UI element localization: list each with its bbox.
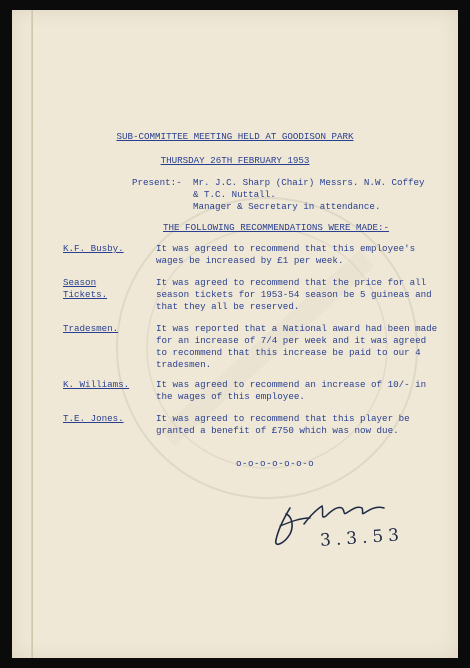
item-text-line: granted a benefit of £750 which was now due.	[156, 425, 399, 436]
meeting-date: THURSDAY 26TH FEBRUARY 1953	[160, 155, 310, 166]
present-line-3: Manager & Secretary in attendance.	[193, 201, 381, 212]
item-label-jones: T.E. Jones.	[63, 413, 124, 424]
present-label: Present:-	[132, 177, 182, 188]
item-text-line: It was agreed to recommend an increase of 10/- in	[156, 379, 427, 390]
item-text-line: It was reported that a National award had been made	[156, 323, 438, 334]
item-text-line: the wages of this employee.	[156, 391, 305, 402]
handwritten-signature-icon	[260, 478, 400, 568]
item-text-line: for an increase of 7/4 per week and it was agreed	[156, 335, 427, 346]
item-text-line: tradesmen.	[156, 359, 212, 370]
item-label-tradesmen: Tradesmen.	[63, 323, 119, 334]
separator-line: o-o-o-o-o-o-o	[236, 458, 315, 469]
item-text-line: It was agreed to recommend that this employee's	[156, 243, 416, 254]
item-text-line: season tickets for 1953-54 season be 5 guineas and	[156, 289, 432, 300]
item-text-line: It was agreed to recommend that this player be	[156, 413, 410, 424]
document-heading: SUB-COMMITTEE MEETING HELD AT GOODISON PARK	[116, 131, 354, 142]
item-label-busby: K.F. Busby.	[63, 243, 124, 254]
item-text-line: to recommend that this increase be paid to our 4	[156, 347, 421, 358]
item-text-line: that they all be reserved.	[156, 301, 300, 312]
item-label-season-tickets: Season Tickets.	[63, 277, 108, 300]
page-fold-line	[31, 10, 33, 658]
item-label-williams: K. Williams.	[63, 379, 130, 390]
present-line-2: & T.C. Nuttall.	[193, 189, 276, 200]
recommendations-heading: THE FOLLOWING RECOMMENDATIONS WERE MADE:-	[163, 222, 390, 233]
signature-date: 3.3.53	[319, 525, 405, 551]
present-line-1: Mr. J.C. Sharp (Chair) Messrs. N.W. Coffey	[193, 177, 425, 188]
item-text-line: wages be increased by £1 per week.	[156, 255, 344, 266]
item-text-line: It was agreed to recommend that the price for all	[156, 277, 427, 288]
document-page	[12, 10, 458, 658]
